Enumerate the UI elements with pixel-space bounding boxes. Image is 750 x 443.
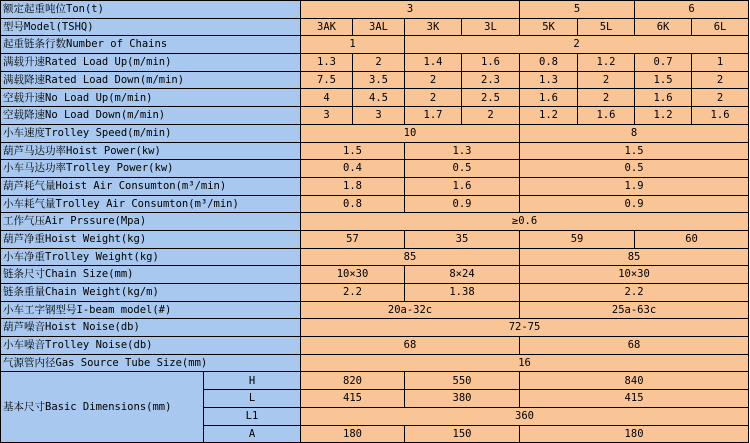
spec-value-cell: 5L [578,18,635,36]
spec-value-cell: 0.5 [520,160,749,178]
spec-row [1,213,749,231]
spec-value-cell: 1.2 [578,54,635,72]
spec-label-cell: 额定起重吨位Ton(t) [1,1,301,19]
spec-value-cell: 20a-32c [301,301,520,319]
spec-row [1,89,749,107]
spec-value-cell: 380 [405,390,520,408]
spec-label-cell: 起重链条行数Number of Chains [1,36,301,54]
spec-value-cell: 1.5 [635,71,692,89]
spec-value-cell: 3 [301,107,353,125]
spec-value-cell: 1.7 [405,107,462,125]
spec-value-cell: 2.3 [462,71,520,89]
spec-row [1,54,749,72]
spec-row [1,177,749,195]
spec-value-cell: 1.8 [301,177,405,195]
spec-value-cell: 25a-63c [520,301,749,319]
spec-value-cell: 1.5 [520,142,749,160]
spec-value-cell: 1 [692,54,749,72]
spec-value-cell: 3.5 [353,71,405,89]
spec-value-cell: 1.6 [405,177,520,195]
spec-value-cell: 85 [520,248,749,266]
spec-value-cell: 2.2 [301,284,405,302]
spec-value-cell: 2 [405,89,462,107]
spec-value-cell: 5K [520,18,578,36]
spec-value-cell: 1 [301,36,405,54]
spec-value-cell: 8 [520,124,749,142]
spec-value-cell: 2 [692,71,749,89]
spec-row [1,266,749,284]
spec-row [1,284,749,302]
spec-row [1,124,749,142]
spec-label-cell: 小车净重Trolley Weight(kg) [1,248,301,266]
spec-label-cell: 小车马达功率Trolley Power(kw) [1,160,301,178]
spec-value-cell: 8×24 [405,266,520,284]
spec-value-cell: 2 [405,71,462,89]
spec-label-cell: 气源管内径Gas Source Tube Size(mm) [1,354,301,372]
dimension-sublabel-cell: L [204,390,301,408]
spec-value-cell: 1.6 [692,107,749,125]
spec-label-cell: 空载降速No Load Down(m/min) [1,107,301,125]
spec-value-cell: 3L [462,18,520,36]
spec-value-cell: 35 [405,230,520,248]
spec-row [1,107,749,125]
spec-value-cell: 1.6 [520,89,578,107]
spec-label-cell: 小车耗气量Trolley Air Consumton(m³/min) [1,195,301,213]
spec-value-cell: 57 [301,230,405,248]
spec-value-cell: 85 [301,248,520,266]
spec-value-cell: 0.9 [405,195,520,213]
spec-value-cell: 4 [301,89,353,107]
spec-value-cell: 0.5 [405,160,520,178]
spec-label-cell: 空载升速No Load Up(m/min) [1,89,301,107]
spec-table-body [1,1,749,443]
spec-value-cell: 7.5 [301,71,353,89]
spec-row [1,319,749,337]
spec-value-cell: 10×30 [301,266,405,284]
spec-row [1,36,749,54]
spec-value-cell: 5 [520,1,635,19]
spec-row [1,160,749,178]
spec-value-cell: 3K [405,18,462,36]
spec-value-cell: 72-75 [301,319,749,337]
spec-value-cell: 2 [353,54,405,72]
spec-value-cell: 59 [520,230,635,248]
spec-label-cell: 小车速度Trolley Speed(m/min) [1,124,301,142]
spec-value-cell: 0.8 [301,195,405,213]
spec-value-cell: 0.9 [520,195,749,213]
dimension-row [1,372,749,390]
dimension-sublabel-cell: H [204,372,301,390]
spec-value-cell: 150 [405,425,520,443]
spec-value-cell: 1.4 [405,54,462,72]
spec-label-cell: 小车噪音Trolley Noise(db) [1,337,301,355]
spec-value-cell: 1.9 [520,177,749,195]
spec-label-cell: 链条尺寸Chain Size(mm) [1,266,301,284]
spec-value-cell: 0.8 [520,54,578,72]
spec-value-cell: ≥0.6 [301,213,749,231]
spec-value-cell: 415 [520,390,749,408]
spec-value-cell: 2 [578,71,635,89]
spec-value-cell: 3AL [353,18,405,36]
spec-label-cell: 工作气压Air Prssure(Mpa) [1,213,301,231]
spec-value-cell: 1.3 [520,71,578,89]
spec-label-cell: 小车工字钢型号I-beam model(#) [1,301,301,319]
spec-label-cell: 满载降速Rated Load Down(m/min) [1,71,301,89]
spec-label-cell: 满载升速Rated Load Up(m/min) [1,54,301,72]
spec-value-cell: 0.4 [301,160,405,178]
spec-value-cell: 415 [301,390,405,408]
spec-value-cell: 2 [462,107,520,125]
spec-value-cell: 1.3 [301,54,353,72]
spec-value-cell: 360 [301,407,749,425]
dimensions-label-cell: 基本尺寸Basic Dimensions(mm) [1,372,204,443]
spec-value-cell: 60 [635,230,749,248]
spec-value-cell: 3 [353,107,405,125]
spec-row [1,71,749,89]
spec-value-cell: 6 [635,1,749,19]
spec-value-cell: 10 [301,124,520,142]
spec-value-cell: 1.6 [578,107,635,125]
spec-value-cell: 2 [692,89,749,107]
spec-value-cell: 2.2 [520,284,749,302]
spec-value-cell: 1.2 [635,107,692,125]
spec-row [1,301,749,319]
dimension-sublabel-cell: L1 [204,407,301,425]
spec-value-cell: 1.6 [635,89,692,107]
spec-label-cell: 葫芦噪音Hoist Noise(db) [1,319,301,337]
spec-row [1,142,749,160]
spec-value-cell: 1.6 [462,54,520,72]
spec-value-cell: 10×30 [520,266,749,284]
spec-value-cell: 550 [405,372,520,390]
spec-value-cell: 1.5 [301,142,405,160]
spec-value-cell: 3AK [301,18,353,36]
spec-value-cell: 180 [301,425,405,443]
spec-label-cell: 葫芦耗气量Hoist Air Consumton(m³/min) [1,177,301,195]
spec-row [1,1,749,19]
spec-row [1,354,749,372]
spec-value-cell: 6L [692,18,749,36]
spec-value-cell: 2 [405,36,749,54]
spec-value-cell: 16 [301,354,749,372]
spec-row [1,248,749,266]
spec-value-cell: 180 [520,425,749,443]
spec-value-cell: 68 [301,337,520,355]
spec-value-cell: 3 [301,1,520,19]
spec-value-cell: 2.5 [462,89,520,107]
spec-value-cell: 1.3 [405,142,520,160]
spec-label-cell: 葫芦马达功率Hoist Power(kw) [1,142,301,160]
spec-value-cell: 820 [301,372,405,390]
spec-label-cell: 葫芦净重Hoist Weight(kg) [1,230,301,248]
spec-row [1,195,749,213]
spec-value-cell: 4.5 [353,89,405,107]
spec-value-cell: 6K [635,18,692,36]
spec-label-cell: 链条重量Chain Weight(kg/m) [1,284,301,302]
spec-row [1,18,749,36]
spec-value-cell: 68 [520,337,749,355]
spec-value-cell: 0.7 [635,54,692,72]
spec-row [1,337,749,355]
spec-value-cell: 2 [578,89,635,107]
dimension-sublabel-cell: A [204,425,301,443]
spec-value-cell: 840 [520,372,749,390]
spec-value-cell: 1.38 [405,284,520,302]
spec-value-cell: 1.2 [520,107,578,125]
spec-label-cell: 型号Model(TSHQ) [1,18,301,36]
spec-row [1,230,749,248]
